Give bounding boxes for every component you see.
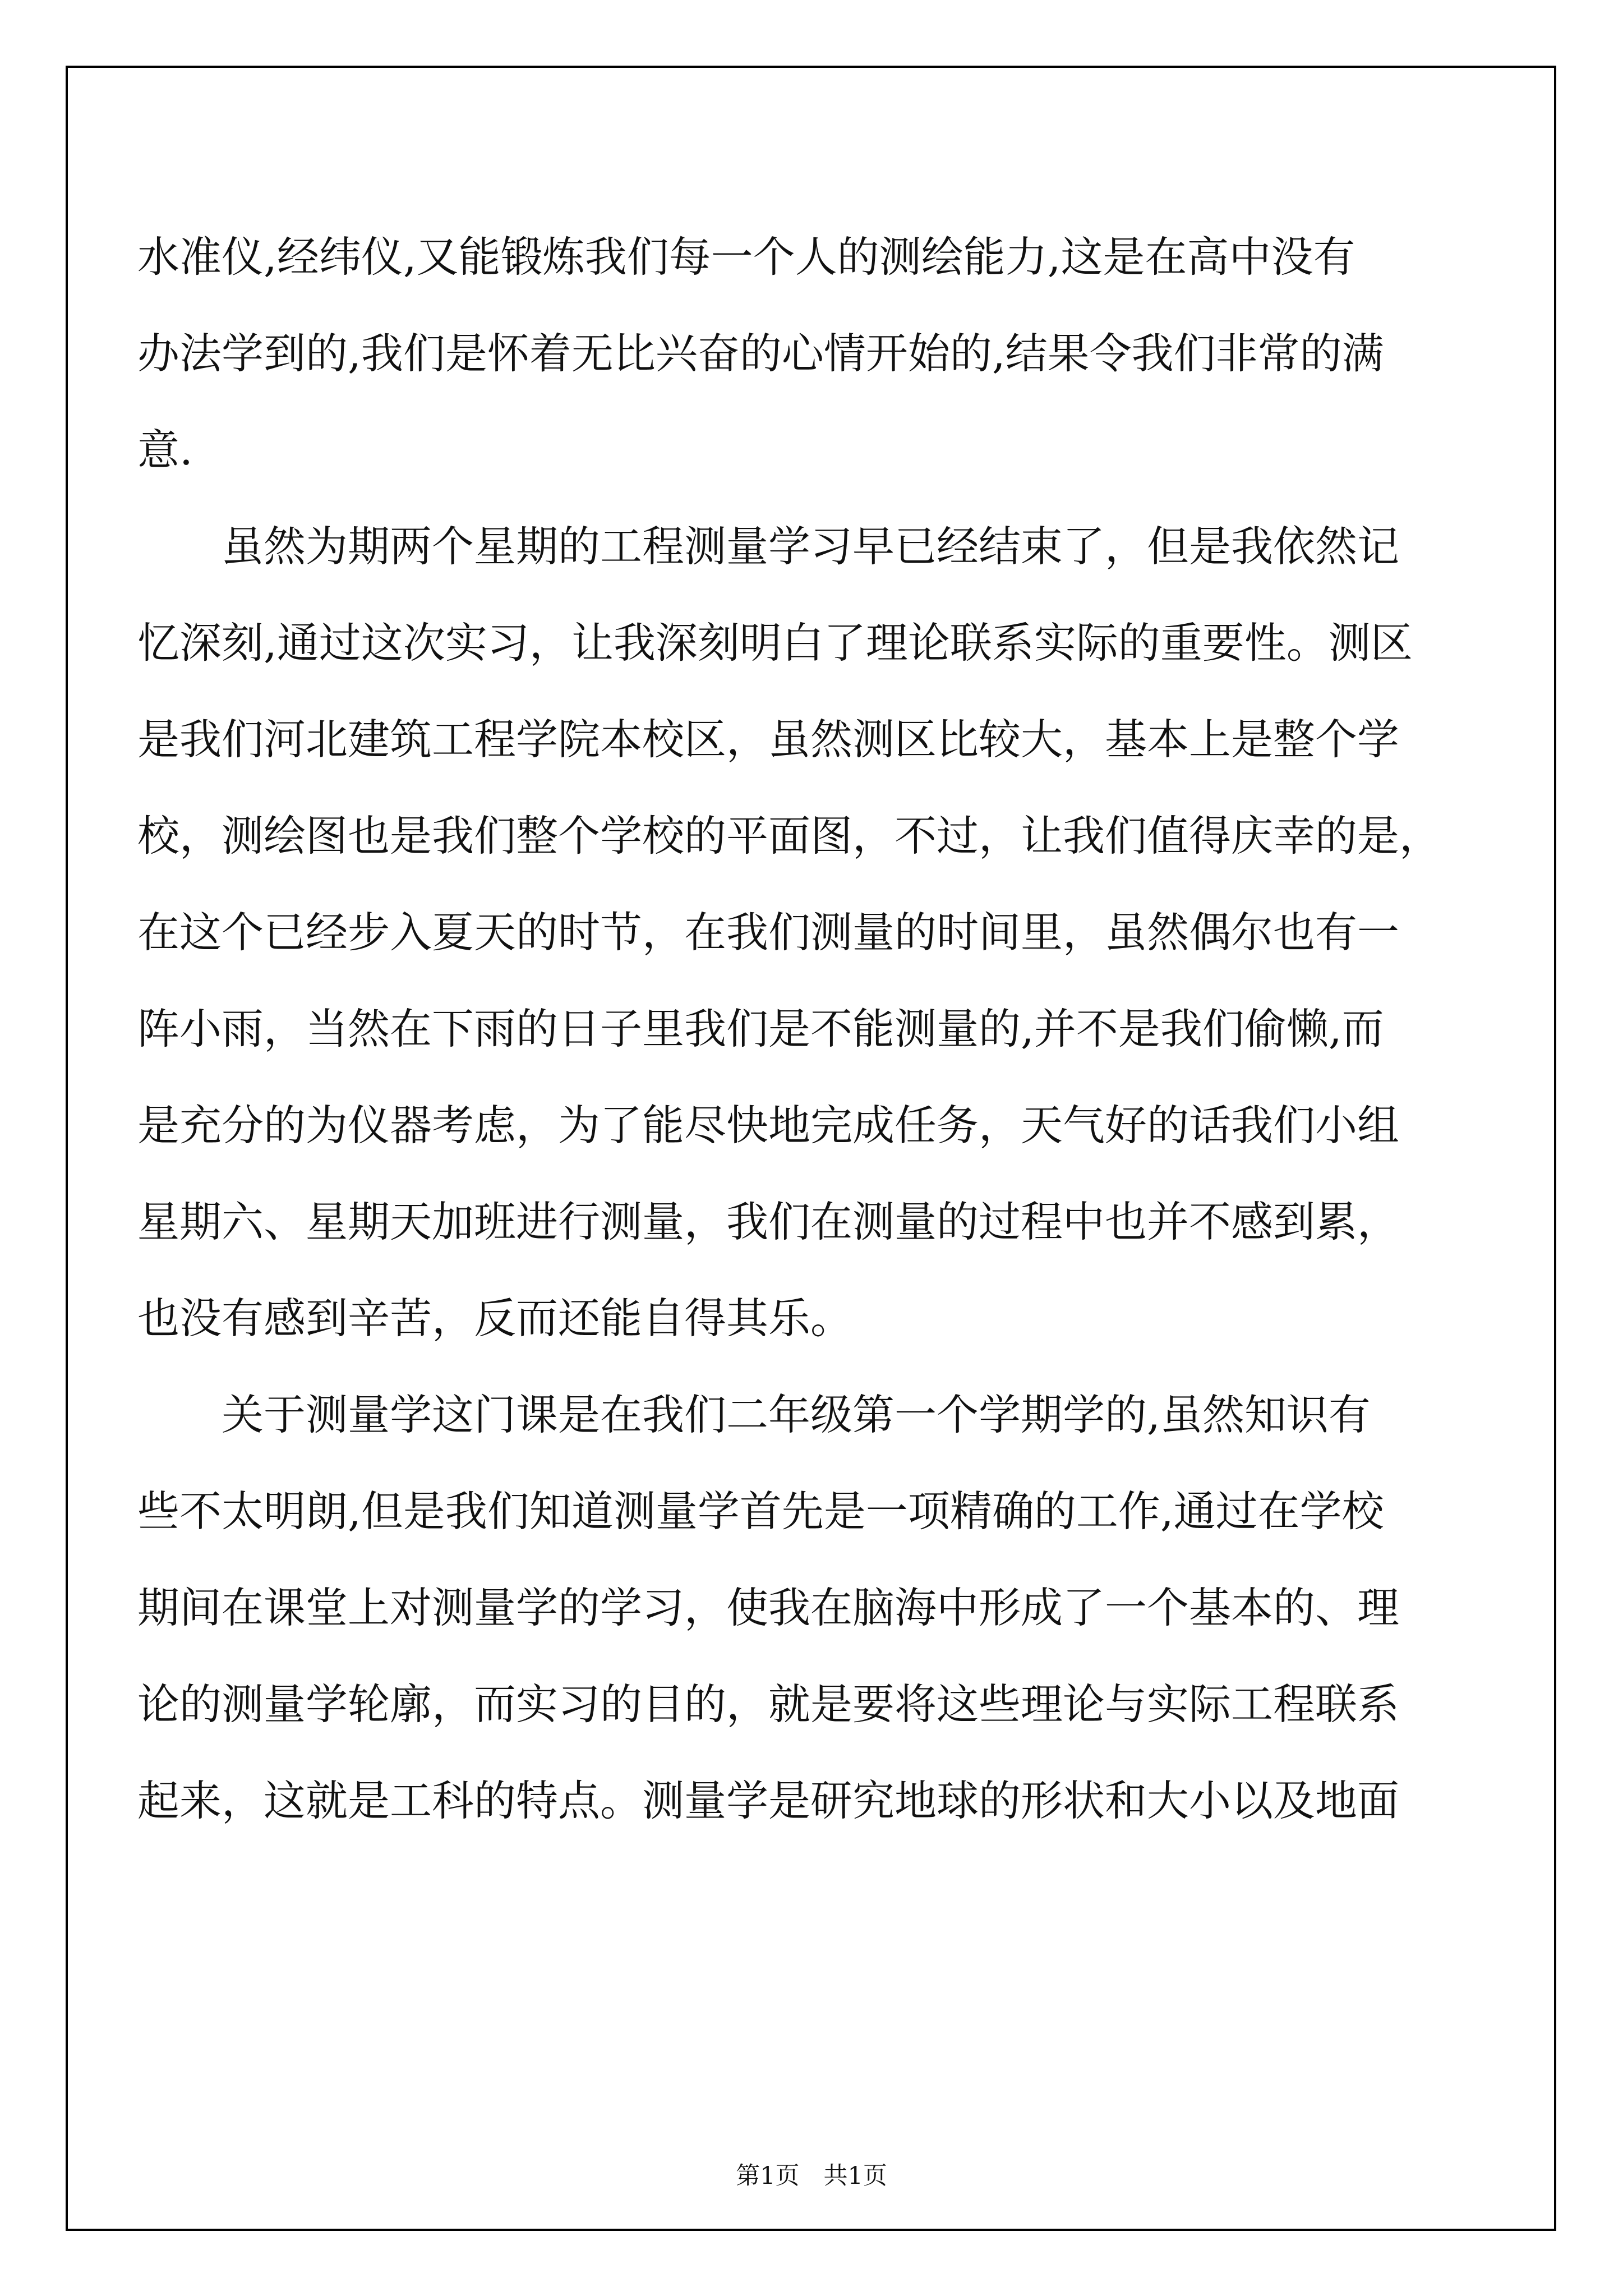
text-line: 校，测绘图也是我们整个学校的平面图，不过，让我们值得庆幸的是， bbox=[137, 811, 1442, 861]
text-line: 意. bbox=[137, 425, 193, 475]
text-line: 起来，这就是工科的特点。测量学是研究地球的形状和大小以及地面 bbox=[137, 1776, 1400, 1825]
text-line: 关于测量学这门课是在我们二年级第一个学期学的,虽然知识有 bbox=[222, 1390, 1371, 1439]
text-line: 星期六、星期天加班进行测量，我们在测量的过程中也并不感到累， bbox=[137, 1197, 1400, 1246]
text-line: 些不太明朗,但是我们知道测量学首先是一项精确的工作,通过在学校 bbox=[137, 1487, 1384, 1536]
paragraph-2 bbox=[137, 498, 1486, 1366]
text-line: 论的测量学轮廓，而实习的目的，就是要将这些理论与实际工程联系 bbox=[137, 1680, 1400, 1729]
text-line: 是充分的为仪器考虑，为了能尽快地完成任务，天气好的话我们小组 bbox=[137, 1101, 1400, 1150]
text-line: 忆深刻,通过这次实习，让我深刻明白了理论联系实际的重要性。测区 bbox=[137, 618, 1413, 668]
text-line: 办法学到的,我们是怀着无比兴奋的心情开始的,结果令我们非常的满 bbox=[137, 329, 1384, 378]
paragraph-1 bbox=[137, 209, 1486, 498]
text-line: 阵小雨，当然在下雨的日子里我们是不能测量的,并不是我们偷懒,而 bbox=[137, 1004, 1384, 1053]
text-line: 期间在课堂上对测量学的学习，使我在脑海中形成了一个基本的、理 bbox=[137, 1583, 1400, 1632]
text-line: 是我们河北建筑工程学院本校区，虽然测区比较大，基本上是整个学 bbox=[137, 715, 1400, 764]
paragraph-3 bbox=[137, 1366, 1486, 1849]
text-line: 水准仪,经纬仪,又能锻炼我们每一个人的测绘能力,这是在高中没有 bbox=[137, 232, 1355, 282]
page-footer: 第1页 共1页 bbox=[736, 2162, 887, 2190]
text-line: 在这个已经步入夏天的时节，在我们测量的时间里，虽然偶尔也有一 bbox=[137, 908, 1400, 957]
document-body bbox=[137, 0, 1486, 1849]
text-line: 虽然为期两个星期的工程测量学习早已经结束了，但是我依然记 bbox=[222, 522, 1400, 571]
text-line: 也没有感到辛苦，反而还能自得其乐。 bbox=[137, 1294, 853, 1343]
